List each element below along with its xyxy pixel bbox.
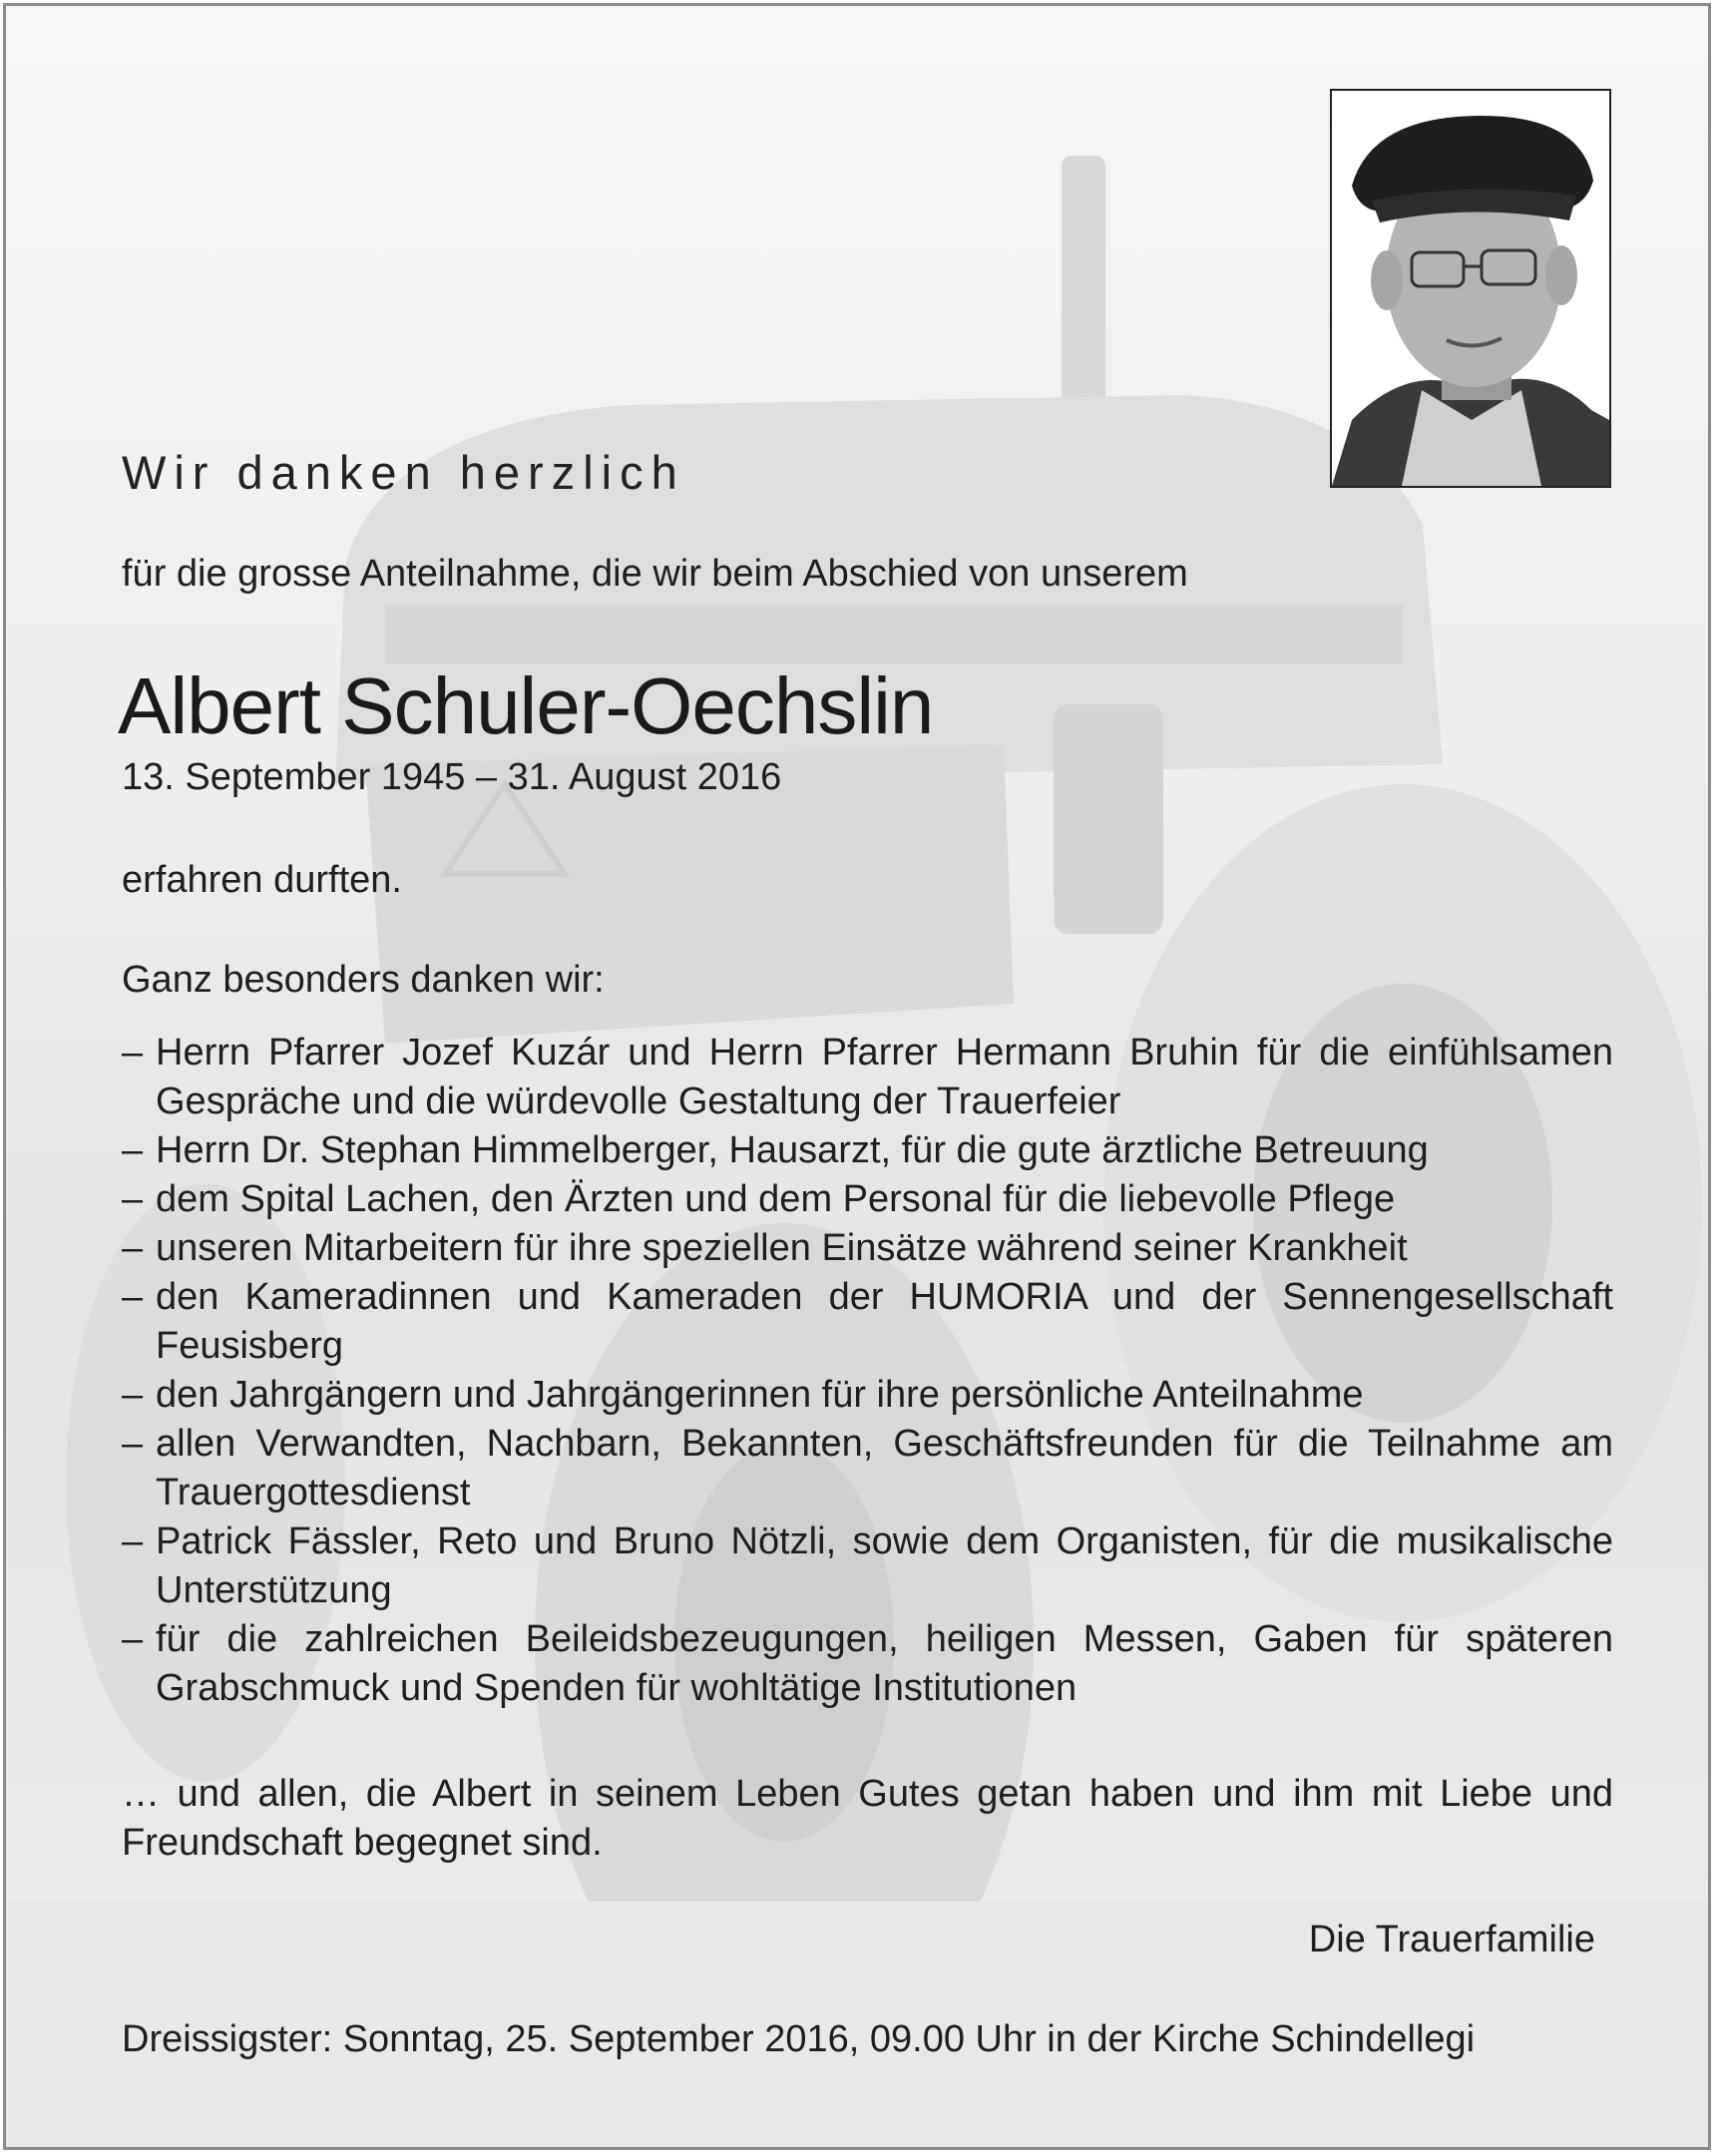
list-item: – den Jahrgängern und Jahrgängerinnen für ihre persönliche Anteilnahme — [122, 1371, 1613, 1420]
list-item: – für die zahlreichen Beileidsbezeugungen, heiligen Messen, Gaben für späteren Grabschmuck und Spenden für wohltätige Institutionen — [122, 1615, 1613, 1713]
list-item: – dem Spital Lachen, den Ärzten und dem Personal für die liebevolle Pflege — [122, 1175, 1613, 1224]
portrait-photo — [1330, 89, 1611, 488]
list-item: – den Kameradinnen und Kameraden der HUMORIA und der Sennengesellschaft Feusisberg — [122, 1273, 1613, 1371]
service-info: Dreissigster: Sonntag, 25. September 2016, 09.00 Uhr in der Kirche Schindellegi — [122, 2018, 1476, 2060]
special-thanks-heading: Ganz besonders danken wir: — [122, 959, 605, 1001]
list-item: – Herrn Pfarrer Jozef Kuzár und Herrn Pfarrer Hermann Bruhin für die einfühlsamen Gespräche und die würdevolle Gestaltung der Trauerfeier — [122, 1029, 1613, 1126]
closing-text: … und allen, die Albert in seinem Leben Gutes getan haben und ihm mit Liebe und Freundschaft begegnet sind. — [122, 1773, 1613, 1864]
intro-text: für die grosse Anteilnahme, die wir beim Abschied von unserem — [122, 553, 1188, 595]
list-item: – allen Verwandten, Nachbarn, Bekannten, Geschäftsfreunden für die Teilnahme am Trauergottesdienst — [122, 1420, 1613, 1517]
list-item: – Patrick Fässler, Reto und Bruno Nötzli, sowie dem Organisten, für die musikalische Unterstützung — [122, 1517, 1613, 1615]
signature: Die Trauerfamilie — [1308, 1919, 1595, 1960]
list-item: – Herrn Dr. Stephan Himmelberger, Hausarzt, für die gute ärztliche Betreuung — [122, 1126, 1613, 1175]
deceased-name: Albert Schuler-Oechslin — [118, 661, 934, 750]
page-title: Wir danken herzlich — [122, 446, 685, 499]
thanks-list — [122, 1029, 1613, 1713]
after-text: erfahren durften. — [122, 859, 402, 901]
list-item: – unseren Mitarbeitern für ihre speziellen Einsätze während seiner Krankheit — [122, 1224, 1613, 1273]
obituary-card — [3, 3, 1711, 2150]
life-dates: 13. September 1945 – 31. August 2016 — [122, 756, 782, 798]
